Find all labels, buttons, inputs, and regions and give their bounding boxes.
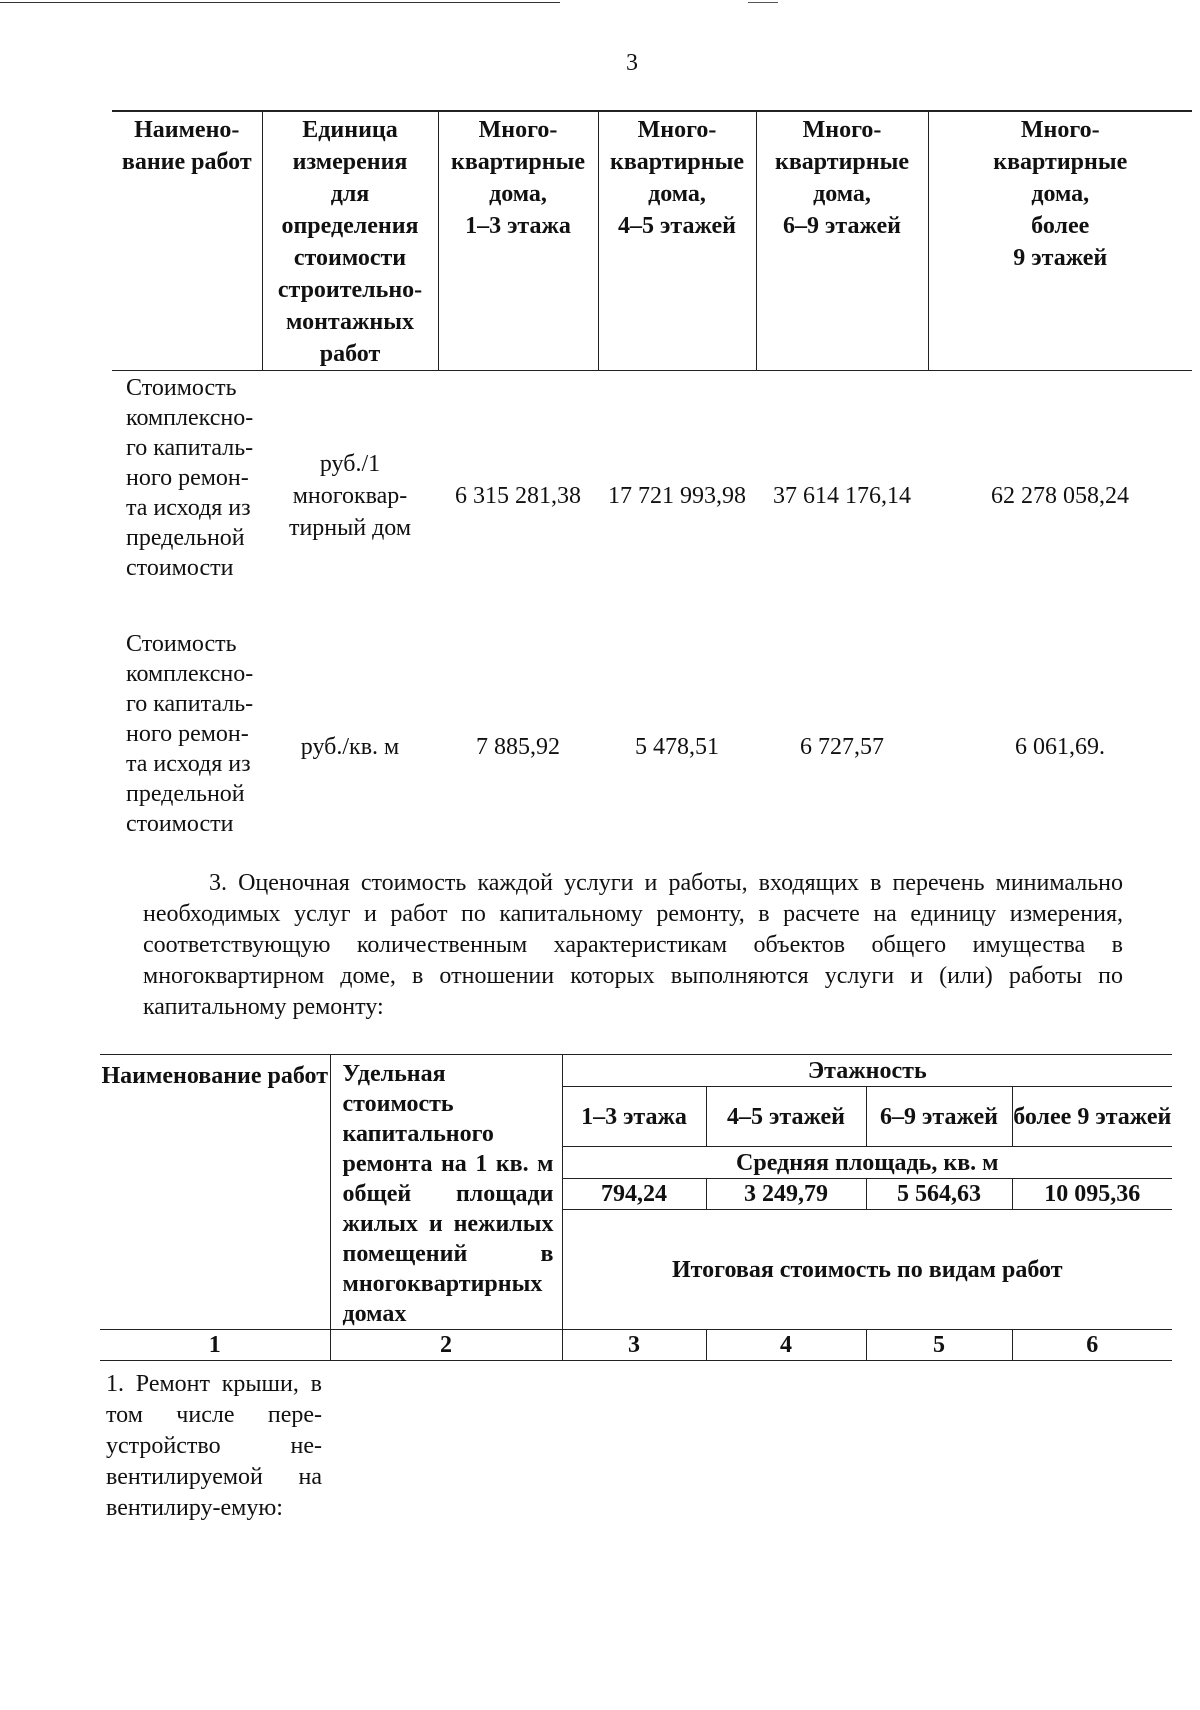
column-number: 4 [706, 1330, 866, 1361]
top-edge-line [0, 2, 560, 3]
row-label-roof-repair: 1. Ремонт крыши, в том числе пере-устройство не-вентилируемой на вентилиру-емую: [106, 1371, 322, 1521]
column-number: 1 [100, 1330, 330, 1361]
row-unit: руб./кв. м [300, 734, 400, 760]
floor-class-cell: 4–5 этажей [706, 1087, 866, 1147]
value-cell: 6 727,57 [800, 733, 884, 760]
page-number: 3 [626, 50, 638, 76]
value-cell: 17 721 993,98 [608, 482, 746, 509]
section-3-paragraph [143, 868, 1123, 1023]
empty-cell [1012, 1361, 1172, 1525]
header-average-area: Средняя площадь, кв. м [562, 1147, 1172, 1179]
table-row [112, 371, 1192, 622]
area-cell: 3 249,79 [706, 1179, 866, 1210]
column-number: 6 [1012, 1330, 1172, 1361]
top-edge-mark [748, 2, 778, 3]
table-row [100, 1361, 1172, 1525]
row-unit: руб./1 многоквар-тирный дом [288, 451, 412, 541]
value-cell: 62 278 058,24 [991, 482, 1129, 509]
value-cell: 37 614 176,14 [773, 482, 911, 509]
value-cell: 6 315 281,38 [455, 482, 581, 509]
header-floors: Этажность [562, 1055, 1172, 1087]
header-work-name: Наименование работ [100, 1055, 330, 1330]
row-label: Стоимость комплексно-го капиталь-ного ремон-та исходя из предельной стоимости [126, 375, 254, 581]
row-label: Стоимость комплексно-го капиталь-ного ремон-та исходя из предельной стоимости [126, 631, 254, 837]
paragraph-text: 3. Оценочная стоимость каждой услуги и работы, входящих в перечень минимально необходимых услуг и работ по капитальному ремонту, в расчете на единицу измерения, соответствующую количественным характеристикам объектов общего имущества в многоквартирном доме, в отношении которых выполняются услуги и (или) работы по капитальному ремонту: [143, 870, 1123, 1020]
value-cell: 6 061,69. [1015, 733, 1105, 760]
empty-cell [706, 1361, 866, 1525]
area-cell: 5 564,63 [866, 1179, 1012, 1210]
floor-class-cell: 1–3 этажа [562, 1087, 706, 1147]
work-cost-table [100, 1054, 1172, 1524]
header-unit: Единица измерения для определения стоимости строительно- монтажных работ [262, 111, 438, 371]
table-header-row [100, 1055, 1172, 1087]
header-total-cost: Итоговая стоимость по видам работ [562, 1210, 1172, 1330]
header-floors-4-5: Много- квартирные дома, 4–5 этажей [598, 111, 756, 371]
empty-cell [562, 1361, 706, 1525]
empty-cell [866, 1361, 1012, 1525]
column-numbers-row [100, 1330, 1172, 1361]
table-header-row [112, 111, 1192, 371]
area-cell: 794,24 [562, 1179, 706, 1210]
header-work-name: Наимено- вание работ [112, 111, 262, 371]
floor-class-cell: 6–9 этажей [866, 1087, 1012, 1147]
empty-cell [330, 1361, 562, 1525]
header-floors-1-3: Много- квартирные дома, 1–3 этажа [438, 111, 598, 371]
header-unit-cost: Удельная стоимость капитального ремонта на 1 кв. м общей площади жилых и нежилых помещений в многоквартирных домах [330, 1055, 562, 1330]
header-floors-6-9: Много- квартирные дома, 6–9 этажей [756, 111, 928, 371]
value-cell: 7 885,92 [476, 733, 560, 760]
column-number: 2 [330, 1330, 562, 1361]
column-number: 3 [562, 1330, 706, 1361]
cost-limit-table [112, 110, 1192, 873]
area-cell: 10 095,36 [1012, 1179, 1172, 1210]
floor-class-cell: более 9 этажей [1012, 1087, 1172, 1147]
column-number: 5 [866, 1330, 1012, 1361]
table-row [112, 621, 1192, 873]
value-cell: 5 478,51 [635, 733, 719, 760]
header-floors-9-plus: Много- квартирные дома, более 9 этажей [928, 111, 1192, 371]
